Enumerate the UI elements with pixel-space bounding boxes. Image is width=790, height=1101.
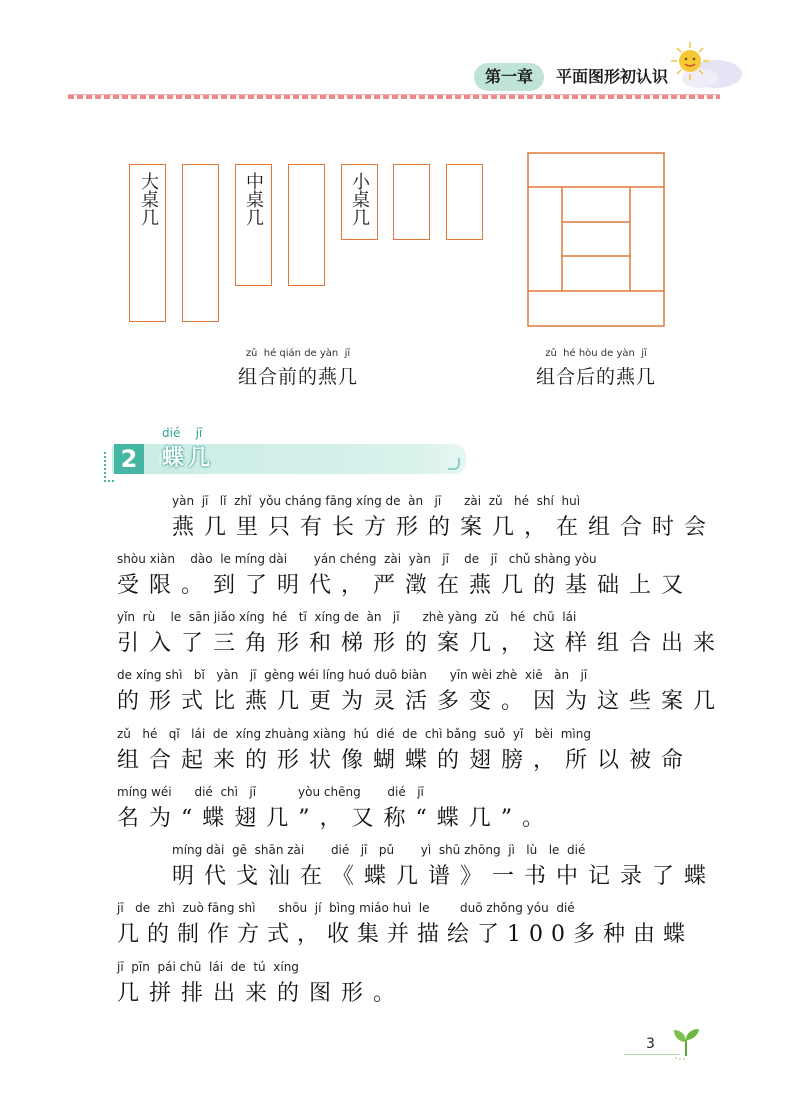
section-dotted-frame [104,452,114,482]
sprout-icon [668,1022,704,1062]
body-line-1-pinyin: yàn jī lǐ zhǐ yǒu cháng fāng xíng de àn jī zài zǔ hé shí huì [172,494,581,508]
body-line-3: 引入了三角形和梯形的案几，这样组合出来 [117,631,726,656]
body-line-6-pinyin: míng wéi dié chì jī yòu chēng dié jī [117,785,424,799]
section-title: 蝶几 [162,446,215,471]
body-line-5: 组合起来的形状像蝴蝶的翅膀，所以被命 [117,748,694,773]
big-table-label: 大桌几 [138,172,159,226]
body-line-7: 明代戈汕在《蝶几谱》一书中记录了蝶 [172,864,717,889]
body-line-4-pinyin: de xíng shì bǐ yàn jī gèng wéi líng huó duō biàn yīn wèi zhè xiē àn jī [117,668,588,682]
body-line-2: 受限。到了明代，严澂在燕几的基础上又 [117,573,694,598]
body-line-3-pinyin: yǐn rù le sān jiǎo xíng hé tī xíng de àn jī zhè yàng zǔ hé chū lái [117,610,577,624]
combined-tables-diagram [527,152,667,328]
section-header-corner [448,458,460,470]
body-line-9: 几拼排出来的图形。 [117,981,406,1006]
body-line-4: 的形式比燕几更为灵活多变。因为这些案几 [117,689,726,714]
small-table-label: 小桌几 [349,172,370,226]
middle-table-label: 中桌几 [243,172,264,226]
caption-after: 组合后的燕几 [535,366,656,388]
page-number: 3 [646,1036,655,1052]
section-title-pinyin: dié jī [162,426,203,440]
body-line-1: 燕几里只有长方形的案几，在组合时会 [172,515,717,540]
chapter-title: 平面图形初认识 [556,67,669,86]
body-line-6: 名为“蝶翅几”，又称“蝶几”。 [117,806,554,831]
middle-table-piece-2 [288,164,325,286]
header-divider [68,94,720,99]
chapter-badge: 第一章 [474,63,544,91]
body-line-8-pinyin: jī de zhì zuò fāng shì shōu jí bìng miáo huì le duō zhǒng yóu dié [117,901,575,915]
small-table-piece-2 [393,164,430,240]
body-line-2-pinyin: shòu xiàn dào le míng dài yán chéng zài yàn jī de jī chǔ shàng yòu [117,552,597,566]
body-line-9-pinyin: jī pīn pái chū lái de tú xíng [117,960,299,974]
body-line-8: 几的制作方式，收集并描绘了100多种由蝶 [117,922,693,947]
small-table-piece-3 [446,164,483,240]
caption-before: 组合前的燕几 [237,366,358,388]
body-line-7-pinyin: míng dài gē shān zài dié jī pǔ yì shū zhōng jì lù le dié [172,843,586,857]
body-line-5-pinyin: zǔ hé qǐ lái de xíng zhuàng xiàng hú dié de chì bǎng suǒ yǐ bèi mìng [117,727,591,741]
section-bracket: 「 [148,453,166,474]
section-number: 2 [114,444,144,474]
big-table-piece-2 [182,164,219,322]
caption-before-pinyin: zǔ hé qián de yàn jī [245,348,351,359]
caption-after-pinyin: zǔ hé hòu de yàn jī [545,348,647,359]
sun-cloud-icon [668,40,748,100]
